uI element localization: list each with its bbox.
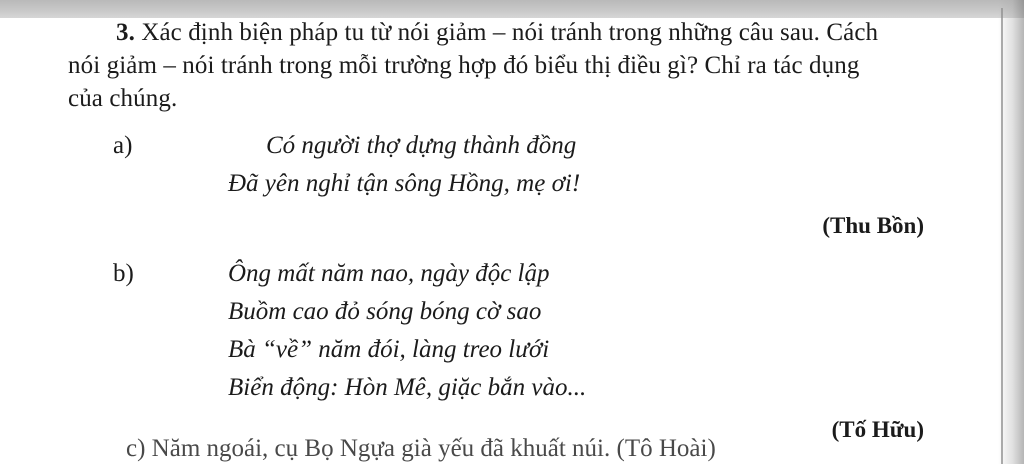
verse-line: Có người thợ dựng thành đồng (266, 132, 577, 159)
item-label-b: b) (113, 260, 134, 287)
verse-line: Biển động: Hòn Mê, giặc bắn vào... (228, 374, 587, 401)
verse-line: Ông mất năm nao, ngày độc lập (228, 260, 550, 287)
question-block (68, 16, 988, 115)
item-label-a: a) (113, 132, 133, 159)
question-number: 3. (116, 19, 135, 46)
page-edge-shadow (998, 0, 1024, 464)
attribution-b: (Tố Hữu) (831, 417, 924, 442)
verse-line: Buồm cao đỏ sóng bóng cờ sao (228, 298, 542, 325)
items-list (68, 127, 988, 447)
verse-line: Bà “về” năm đói, làng treo lưới (228, 336, 550, 363)
verses-a (228, 127, 988, 203)
question-line-3: của chúng. (68, 85, 178, 112)
spacer (68, 245, 988, 255)
attribution-a: (Thu Bồn) (822, 213, 924, 238)
question-line-2: nói giảm – nói tránh trong mỗi trường hợp đó biểu thị điều gì? Chỉ ra tác dụng (68, 52, 860, 79)
verse-line: Đã yên nghỉ tận sông Hồng, mẹ ơi! (228, 170, 581, 197)
clipped-next-line-row (68, 435, 968, 464)
clipped-next-line: c) Năm ngoái, cụ Bọ Ngựa già yếu đã khuất núi. (Tô Hoài) (126, 435, 716, 462)
list-item-b (68, 255, 988, 447)
question-line-1 (68, 16, 988, 49)
verses-b (228, 255, 988, 407)
exercise-content (68, 16, 988, 449)
list-item-a (68, 127, 988, 243)
question-text-line-1: Xác định biện pháp tu từ nói giảm – nói tránh trong những câu sau. Cách (141, 19, 879, 46)
